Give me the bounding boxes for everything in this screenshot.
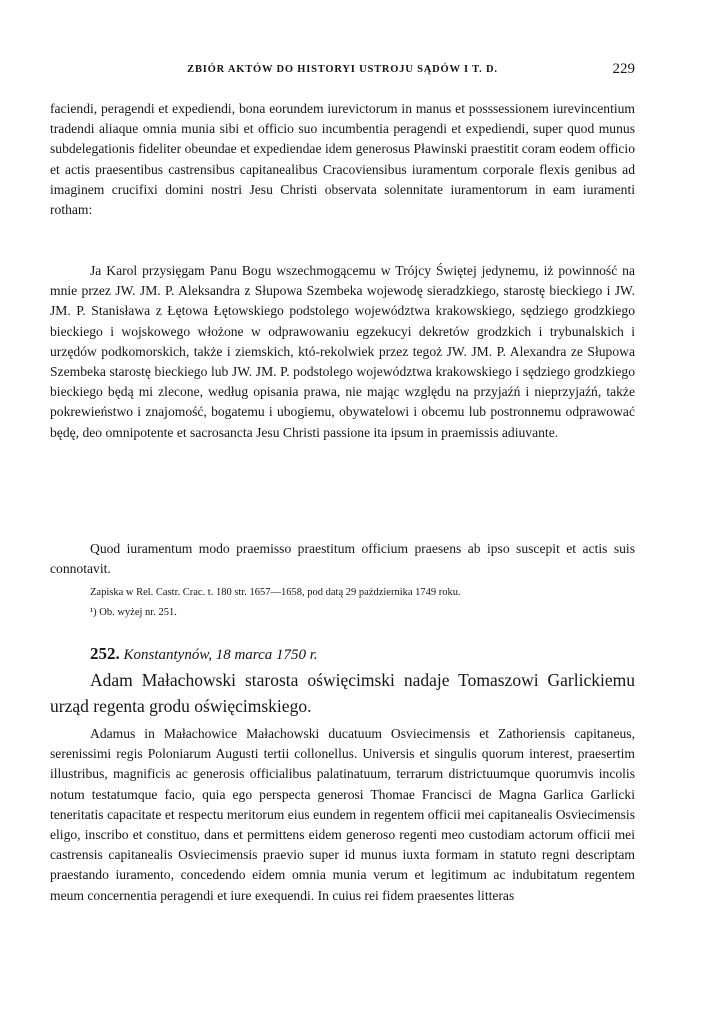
document-body-block: [50, 724, 635, 906]
document-heading: [90, 644, 318, 664]
document-body: Adamus in Małachowice Małachowski ducatuum Osviecimensis et Zathoriensis capitaneus, serenissimi regis Poloniarum Augusti tertii collonellus. Universis et singulis quorum interest, praesertim illustribus, magnificis ac generosis officialibus palatinatuum, terrarum districtuumque quorumvis incolis notum testatumque facio, quia ego perspecta generosi Thomae Francisci de Magna Garlica Garlicki teneritatis capacitate et respectu meritorum eius eundem in regentem officii mei capitanealis Osviecimensis eligo, inscribo et constituo, dans et permittens eidem generoso regenti meo custodiam actorum officii mei castrensis capitanealis Osviecimensis praevio super id munus iuxta formam in statuto regni descriptam praestando iuramento, concedendo eidem omnia munia verum et legitimum ac indubitatum regentem meum concernentia peragendi et iure exequendi. In cuius rei fidem praesentes litteras: [50, 726, 635, 903]
footnote: ¹) Ob. wyżej nr. 251.: [90, 607, 177, 618]
document-place-date: Konstantynów, 18 marca 1750 r.: [123, 647, 318, 663]
running-title: ZBIÓR AKTÓW DO HISTORYI USTROJU SĄDÓW I T. D.: [187, 64, 498, 75]
oath-text: Ja Karol przysięgam Panu Bogu wszechmogącemu w Trójcy Świętej jedynemu, iż powinność na mnie przez JW. JM. P. Aleksandra z Słupowa Szembeka wojewodę sieradzkiego, starostę bieckiego i JW. JM. P. Stanisława z Łętowa Łętowskiego podstolego województwa krakowskiego, sędziego grodzkiego bieckiego i wojskowego włożone w odprawowaniu egzekucyi dekretów grodzkich i trybunalskich i urzędów podkomorskich, także i ziemskich, któ-rekolwiek przez tegoż JW. JM. P. Alexandra ze Słupowa Szembeka starostę bieckiego lub JW. JM. P. podstolego województwa krakowskiego i sędziego grodzkiego bieckiego będą mi zlecone, według opisania prawa, nie mając względu na przyjaźń i nieprzyjaźń, także pokrewieństwo i znajomość, bogatemu i ubogiemu, obywatelowi i obcemu lub postronnemu odprawować będę, deo omnipotente et sacrosancta Jesu Christi passione ita ipsum in praemissis adiuvante.: [50, 263, 635, 440]
source-note: Zapiska w Rel. Castr. Crac. t. 180 str. 1657—1658, pod datą 29 października 1749 roku.: [90, 587, 461, 598]
document-title: Adam Małachowski starosta oświęcimski nadaje Tomaszowi Garlickiemu urząd regenta grodu oświęcimskiego.: [50, 670, 635, 716]
closing-text: Quod iuramentum modo praemisso praestitum officium praesens ab ipso suscepit et actis suis connotavit.: [50, 541, 635, 577]
document-number: 252.: [90, 644, 120, 663]
notes: [90, 583, 636, 623]
closing-paragraph: [50, 539, 635, 579]
continuation-paragraph: [50, 99, 635, 220]
document-title-block: [50, 667, 635, 719]
page-number: 229: [612, 61, 635, 77]
continuation-text: faciendi, peragendi et expediendi, bona eorundem iurevictorum in manus et posssessionem iurevincentium tradendi aliaque omnia munia sibi et officio suo incumbentia peragendi et expediendi, super quod munus subdelegationis fideliter obeundae et expediendae idem generosus Pławinski praestitit coram eodem officio et actis praesentibus castrensibus capitanealibus Cracoviensibus iuramentum corporale flexis genibus ad imaginem crucifixi domini nostri Jesu Christi observata solennitate iuramentorum in eam iuramenti rotham:: [50, 101, 635, 218]
page-header: [50, 61, 635, 81]
oath-paragraph: [50, 261, 635, 443]
